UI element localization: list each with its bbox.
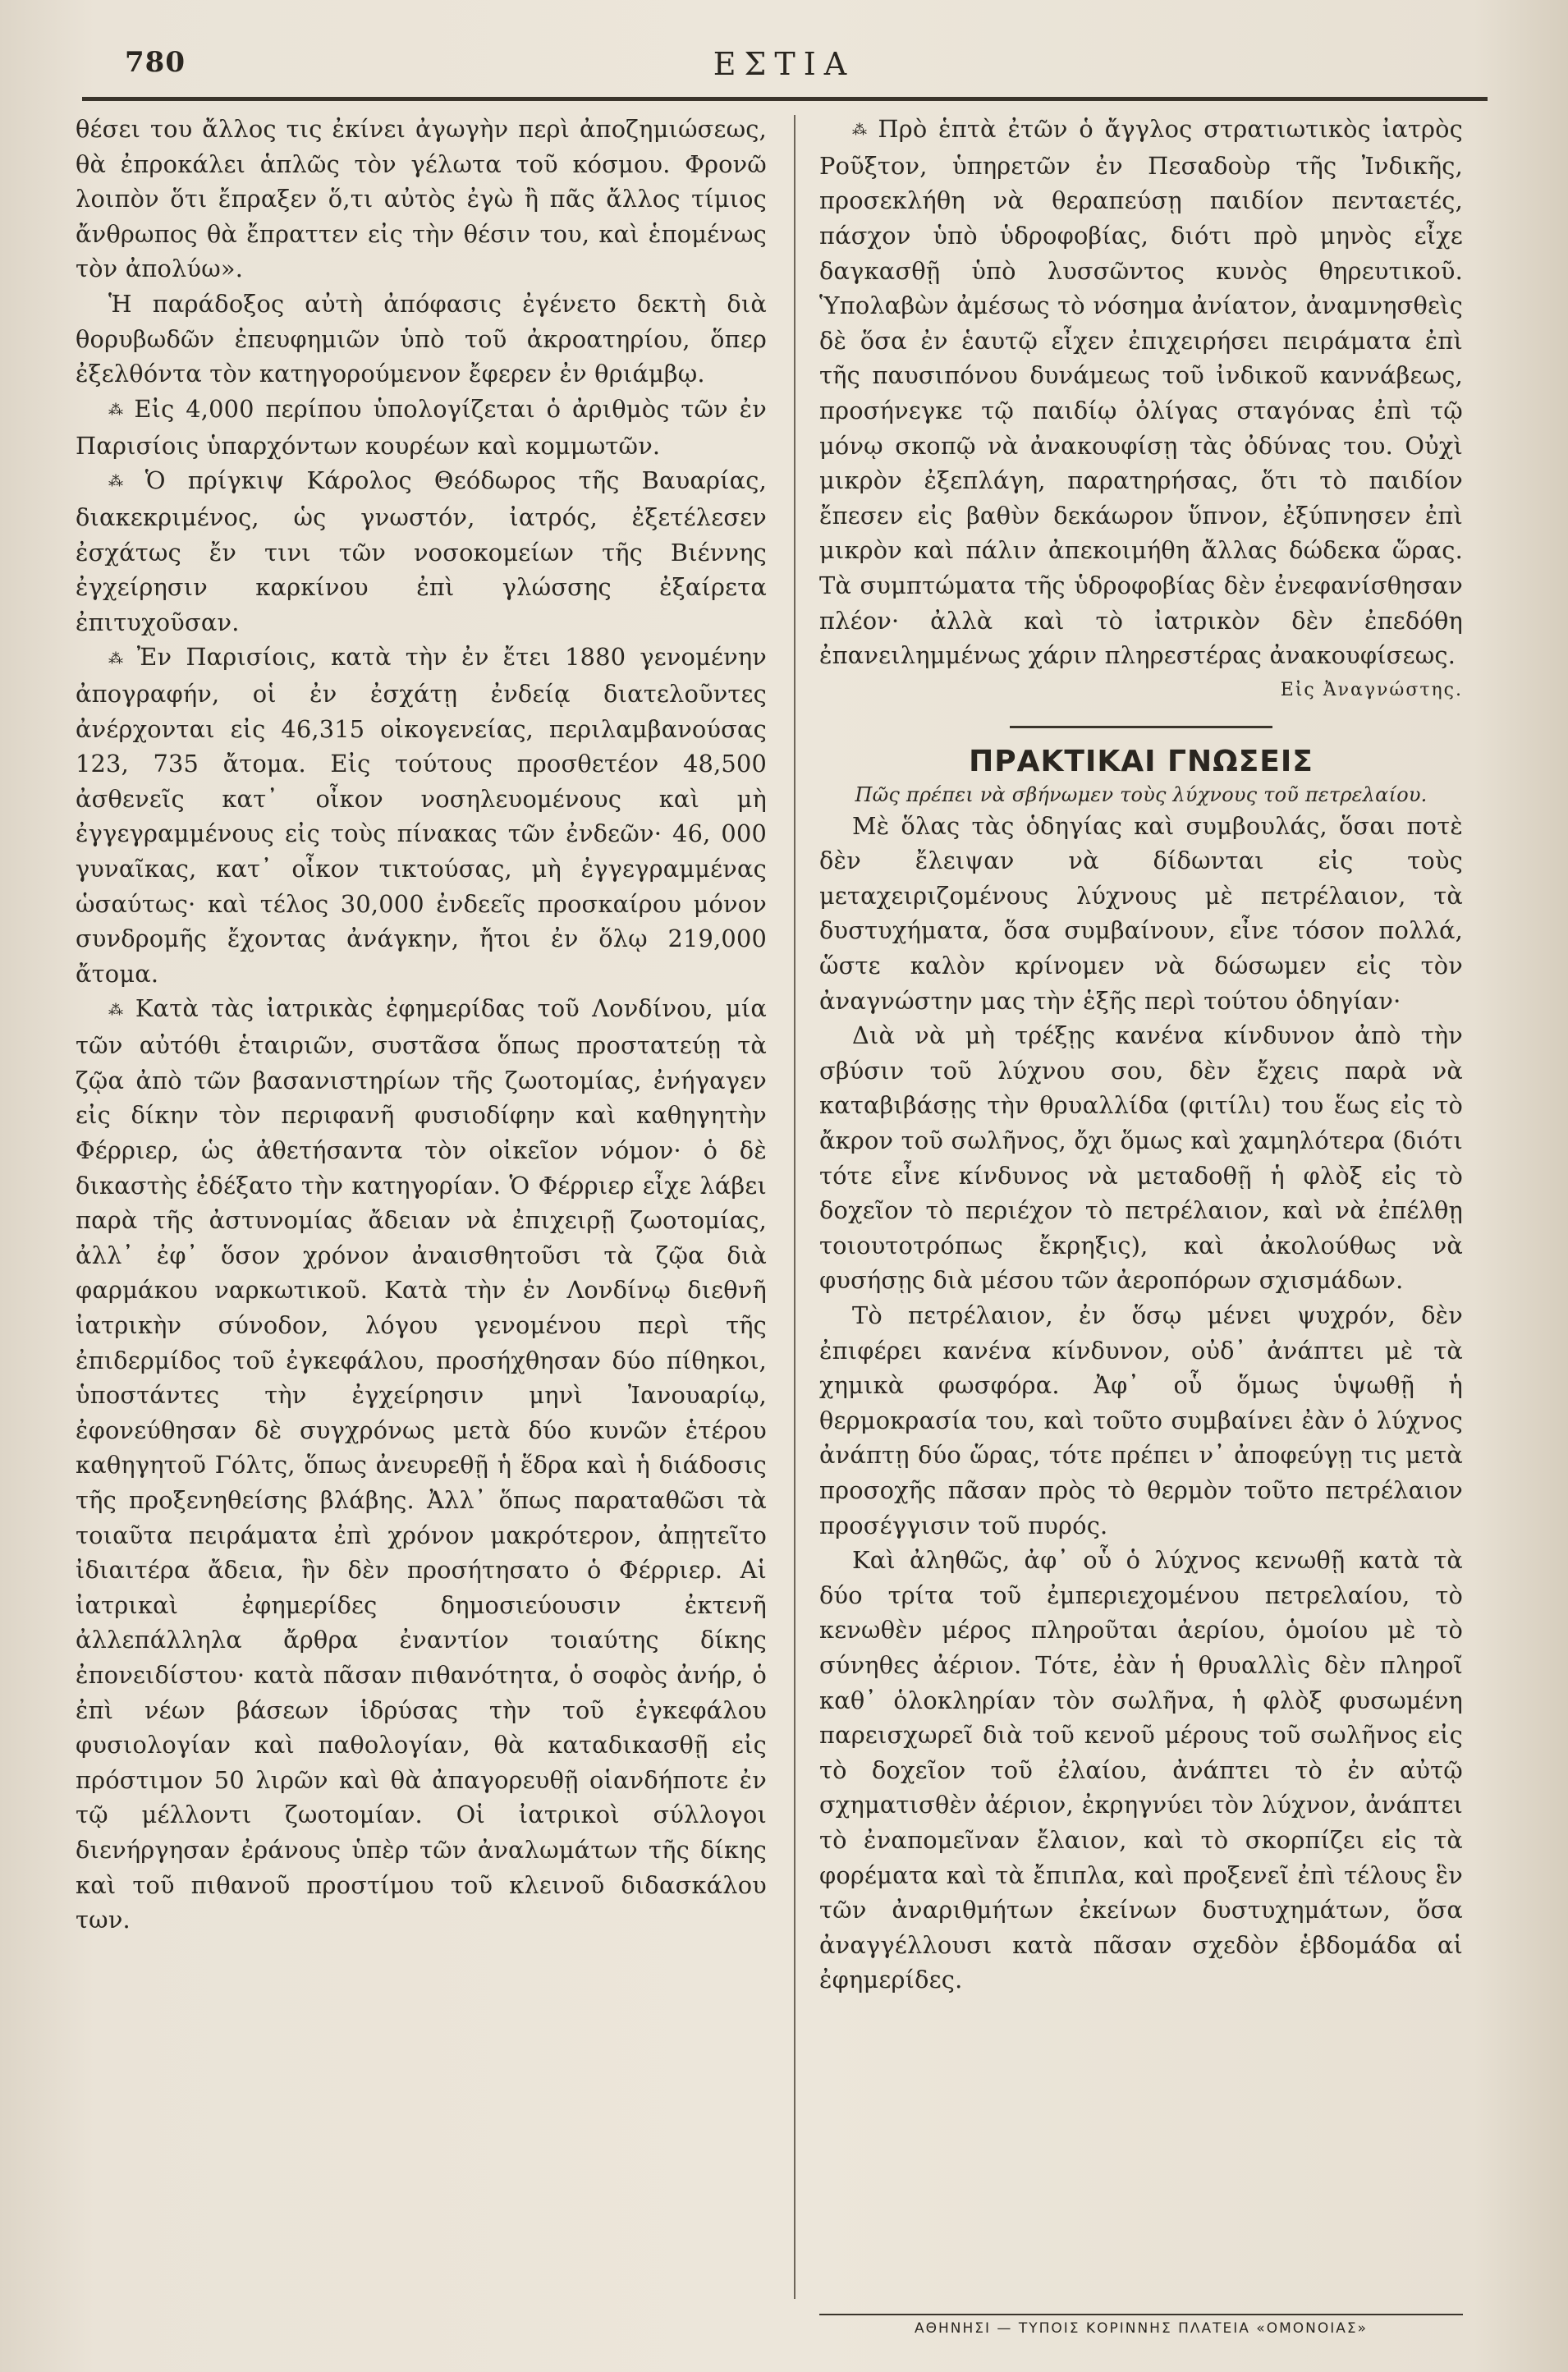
left-paragraph-3 [76,392,767,463]
section-heading: ΠΡΑΚΤΙΚΑΙ ΓΝΩΣΕΙΣ [969,744,1314,778]
right-paragraph-5: Καὶ ἀληθῶς, ἀφ᾽ οὗ ὁ λύχνος κενωθῇ κατὰ τὰ δύο τρίτα τοῦ ἐμπεριεχομένου πετρελαίου, τὸ κενωθὲν μέρος πληροῦται ἀερίου, ὁμοίου μὲ τὸ σύνηθες ἀέριον. Τότε, ἐὰν ἡ θρυαλλὶς δὲν πληροῖ καθ᾽ ὁλοκληρίαν τὸν σωλῆνα, ἡ φλὸξ φυσωμένη παρεισχωρεῖ διὰ τοῦ κενοῦ μέρους τοῦ σωλῆνος εἰς τὸ δοχεῖον τοῦ ἐλαίου, ἀνάπτει τὸ ἐν αὐτῷ σχηματισθὲν ἀέριον, ἐκρηγνύει τὸν λύχνον, ἀνάπτει τὸ ἐναπομεῖναν ἔλαιον, καὶ τὸ σκορπίζει εἰς τὰ φορέματα καὶ τὰ ἔπιπλα, καὶ προξενεῖ ἐπὶ τέλους ἓν τῶν ἀναριθμήτων ἐκείνων δυστυχημάτων, ὅσα ἀναγγέλλουσι κατὰ πᾶσαν σχεδὸν ἑβδομάδα αἱ ἐφημερίδες. [819,1546,1463,1994]
left-paragraph-4 [76,463,767,640]
running-title: ΕΣΤΙΑ [713,46,855,82]
right-paragraph-1 [819,112,1463,673]
printer-imprint: ΑΘΗΝΗΣΙ — ΤΥΠΟΙΣ ΚΟΡΙΝΝΗΣ ΠΛΑΤΕΙΑ «ΟΜΟΝΟΙΑΣ» [914,2320,1369,2337]
header-rule [82,97,1488,101]
asterism-icon: ⁂ [108,473,139,491]
asterism-icon: ⁂ [108,401,128,419]
left-paragraph-5-text: Ἐν Παρισίοις, κατὰ τὴν ἐν ἔτει 1880 γενομένην ἀπογραφήν, οἱ ἐν ἐσχάτῃ ἐνδείᾳ διατελοῦντες ἀνέρχονται εἰς 46,315 οἰκογενείας, περιλαμβανούσας 123, 735 ἄτομα. Εἰς τούτους προσθετέον 48,500 ἀσθενεῖς κατ᾽ οἶκον νοσηλευομένους καὶ μὴ ἐγγεγραμμένους εἰς τοὺς πίνακας τῶν ἐνδεῶν· 46, 000 γυναῖκας, κατ᾽ οἶκον τικτούσας, μὴ ἐγγεγραμμένας ὡσαύτως· καὶ τέλος 30,000 ἐνδεεῖς προσκαίρου μόνον συνδρομῆς ἔχοντας ἀνάγκην, ἤτοι ἐν ὅλῳ 219,000 ἄτομα. [76,643,767,988]
column-divider [794,115,795,2299]
asterism-icon: ⁂ [108,649,131,668]
footer-rule [819,2314,1463,2315]
page-header [82,41,1486,90]
left-paragraph-6 [76,991,767,1937]
right-paragraph-1-text: Πρὸ ἑπτὰ ἐτῶν ὁ ἄγγλος στρατιωτικὸς ἰατρὸς Ροῦξτον, ὑπηρετῶν ἐν Πεσαδοὺρ τῆς Ἰνδικῆς, προσεκλήθη νὰ θεραπεύσῃ παιδίον πενταετές, πάσχον ὑπὸ ὑδροφοβίας, διότι πρὸ μηνὸς εἶχε δαγκασθῇ ὑπὸ λυσσῶντος κυνὸς θηρευτικοῦ. Ὑπολαβὼν ἀμέσως τὸ νόσημα ἀνίατον, ἀναμνησθεὶς δὲ ὅσα ἐν ἑαυτῷ εἶχεν ἐπιχειρήσει πειράματα ἐπὶ τῆς παυσιπόνου δυνάμεως τοῦ ἰνδικοῦ καννάβεως, προσήνεγκε τῷ παιδίῳ ὀλίγας σταγόνας ἐπὶ τῷ μόνῳ σκοπῷ νὰ ἀνακουφίσῃ τὰς ὀδύνας του. Οὐχὶ μικρὸν ἐξεπλάγη, παρατηρήσας, ὅτι τὸ παιδίον ἔπεσεν εἰς βαθὺν δεκάωρον ὕπνον, ἐξύπνησεν ἐπὶ μικρὸν καὶ πάλιν ἀπεκοιμήθη ἄλλας δώδεκα ὥρας. Τὰ συμπτώματα τῆς ὑδροφοβίας δὲν ἐνεφανίσθησαν πλέον· ἀλλὰ καὶ τὸ ἰατρικὸν δὲν ἐπεδόθη ἐπανειλημμένως χάριν πληρεστέρας ἀνακουφίσεως. [819,115,1463,670]
section-subtitle: Πῶς πρέπει νὰ σβήνωμεν τοὺς λύχνους τοῦ πετρελαίου. [855,782,1428,806]
section-rule [1010,726,1272,728]
left-column [76,112,767,1938]
left-paragraph-4-text: Ὁ πρίγκιψ Κάρολος Θεόδωρος τῆς Βαυαρίας, διακεκριμένος, ὡς γνωστόν, ἰατρός, ἐξετέλεσεν ἐσχάτως ἔν τινι τῶν νοσοκομείων τῆς Βιέννης ἐγχείρησιν καρκίνου ἐπὶ γλώσσης ἐξαίρετα ἐπιτυχοῦσαν. [76,466,767,636]
left-paragraph-3-text: Εἰς 4,000 περίπου ὑπολογίζεται ὁ ἀριθμὸς τῶν ἐν Παρισίοις ὑπαρχόντων κουρέων καὶ κομμωτῶν. [76,394,767,460]
article-signature: Εἰς Ἀναγνώστης. [1280,679,1463,700]
left-paragraph-6-text: Κατὰ τὰς ἰατρικὰς ἐφημερίδας τοῦ Λονδίνου, μία τῶν αὐτόθι ἑταιριῶν, συστᾶσα ὅπως προστατεύῃ τὰ ζῷα ἀπὸ τῶν βασανιστηρίων τῆς ζωοτομίας, ἐνήγαγεν εἰς δίκην τὸν περιφανῆ φυσιοδίφην καὶ καθηγητὴν Φέρριερ, ὡς ἀθετήσαντα τὸν οἰκεῖον νόμον· ὁ δὲ δικαστὴς ἐδέξατο τὴν κατηγορίαν. Ὁ Φέρριερ εἶχε λάβει παρὰ τῆς ἀστυνομίας ἄδειαν νὰ ἐπιχειρῇ ζωοτομίας, ἀλλ᾽ ἐφ᾽ ὅσον χρόνον ἀναισθητοῦσι τὰ ζῷα διὰ φαρμάκου ναρκωτικοῦ. Κατὰ τὴν ἐν Λονδίνῳ διεθνῆ ἰατρικὴν σύνοδον, λόγου γενομένου περὶ τῆς ἐπιδερμίδος τοῦ ἐγκεφάλου, προσήχθησαν δύο πίθηκοι, ὑποστάντες τὴν ἐγχείρησιν μηνὶ Ἰανουαρίῳ, ἐφονεύθησαν δὲ συγχρόνως μετὰ δύο κυνῶν ἑτέρου καθηγητοῦ Γόλτς, ὅπως ἀνευρεθῇ ἡ ἕδρα καὶ ἡ διάδοσις τῆς προξενηθείσης βλάβης. Ἀλλ᾽ ὅπως παραταθῶσι τὰ τοιαῦτα πειράματα ἐπὶ χρόνον μακρότερον, ἀπῃτεῖτο ἰδιαιτέρα ἄδεια, ἣν δὲν προσήτησατο ὁ Φέρριερ. Αἱ ἰατρικαὶ ἐφημερίδες δημοσιεύουσιν ἐκτενῆ ἀλλεπάλληλα ἄρθρα ἐναντίον τοιαύτης δίκης ἐπονειδίστου· κατὰ πᾶσαν πιθανότητα, ὁ σοφὸς ἀνήρ, ὁ ἐπὶ νέων βάσεων ἱδρύσας τὴν τοῦ ἐγκεφάλου φυσιολογίαν καὶ παθολογίαν, θὰ καταδικασθῇ εἰς πρόστιμον 50 λιρῶν καὶ θὰ ἀπαγορευθῇ οἱανδήποτε ἐν τῷ μέλλοντι ζωοτομίαν. Οἱ ἰατρικοὶ σύλλογοι διενήργησαν ἐράνους ὑπὲρ τῶν ἀναλωμάτων τῆς δίκης καὶ τοῦ πιθανοῦ προστίμου τοῦ κλεινοῦ διδασκάλου των. [76,994,768,1934]
right-paragraph-3: Διὰ νὰ μὴ τρέξῃς κανένα κίνδυνον ἀπὸ τὴν σβύσιν τοῦ λύχνου σου, δὲν ἔχεις παρὰ νὰ καταβιβάσῃς τὴν θρυαλλίδα (φιτίλι) του ἕως εἰς τὸ ἄκρον τοῦ σωλῆνος, ὄχι ὅμως καὶ χαμηλότερα (διότι τότε εἶνε κίνδυνος νὰ μεταδοθῇ ἡ φλὸξ εἰς τὸ δοχεῖον τὸ περιέχον τὸ πετρέλαιον, καὶ νὰ ἐπέλθῃ τοιουτοτρόπως ἔκρηξις), καὶ ἀκολούθως νὰ φυσήσῃς διὰ μέσου τῶν ἀεροπόρων σχισμάδων. [819,1021,1463,1295]
page-number: 780 [125,46,186,79]
left-paragraph-1: θέσει του ἄλλος τις ἐκίνει ἀγωγὴν περὶ ἀποζημιώσεως, θὰ ἐπροκάλει ἁπλῶς τὸν γέλωτα τοῦ κόσμου. Φρονῶ λοιπὸν ὅτι ἔπραξεν ὅ,τι αὐτὸς ἐγὼ ἢ πᾶς ἄλλος τίμιος ἄνθρωπος θὰ ἔπραττεν εἰς τὴν θέσιν του, καὶ ἑπομένως τὸν ἀπολύω». [76,115,767,283]
right-column [819,112,1463,1998]
asterism-icon: ⁂ [852,122,872,140]
right-paragraph-4: Τὸ πετρέλαιον, ἐν ὅσῳ μένει ψυχρόν, δὲν ἐπιφέρει κανένα κίνδυνον, οὐδ᾽ ἀνάπτει μὲ τὰ χημικὰ φωσφόρα. Ἀφ᾽ οὗ ὅμως ὑψωθῇ ἡ θερμοκρασία του, καὶ τοῦτο συμβαίνει ἐὰν ὁ λύχνος ἀνάπτῃ δύο ὥρας, τότε πρέπει ν᾽ ἀποφεύγῃ τις μετὰ προσοχῆς πᾶσαν πρὸς τὸ θερμὸν τοῦτο πετρέλαιον προσέγγισιν τοῦ πυρός. [819,1301,1463,1539]
right-paragraph-2: Μὲ ὅλας τὰς ὁδηγίας καὶ συμβουλάς, ὅσαι ποτὲ δὲν ἔλειψαν νὰ δίδωνται εἰς τοὺς μεταχειριζομένους λύχνους μὲ πετρέλαιον, τὰ δυστυχήματα, ὅσα συμβαίνουν, εἶνε τόσον πολλά, ὥστε καλὸν κρίνομεν νὰ δώσωμεν εἰς τὸν ἀναγνώστην μας τὴν ἑξῆς περὶ τούτου ὁδηγίαν· [819,811,1463,1015]
left-paragraph-5 [76,640,767,991]
left-paragraph-2: Ἡ παράδοξος αὐτὴ ἀπόφασις ἐγένετο δεκτὴ διὰ θορυβωδῶν ἐπευφημιῶν ὑπὸ τοῦ ἀκροατηρίου, ὅπερ ἐξελθόντα τὸν κατηγορούμενον ἔφερεν ἐν θριάμβῳ. [76,289,767,388]
asterism-icon: ⁂ [108,1001,129,1019]
